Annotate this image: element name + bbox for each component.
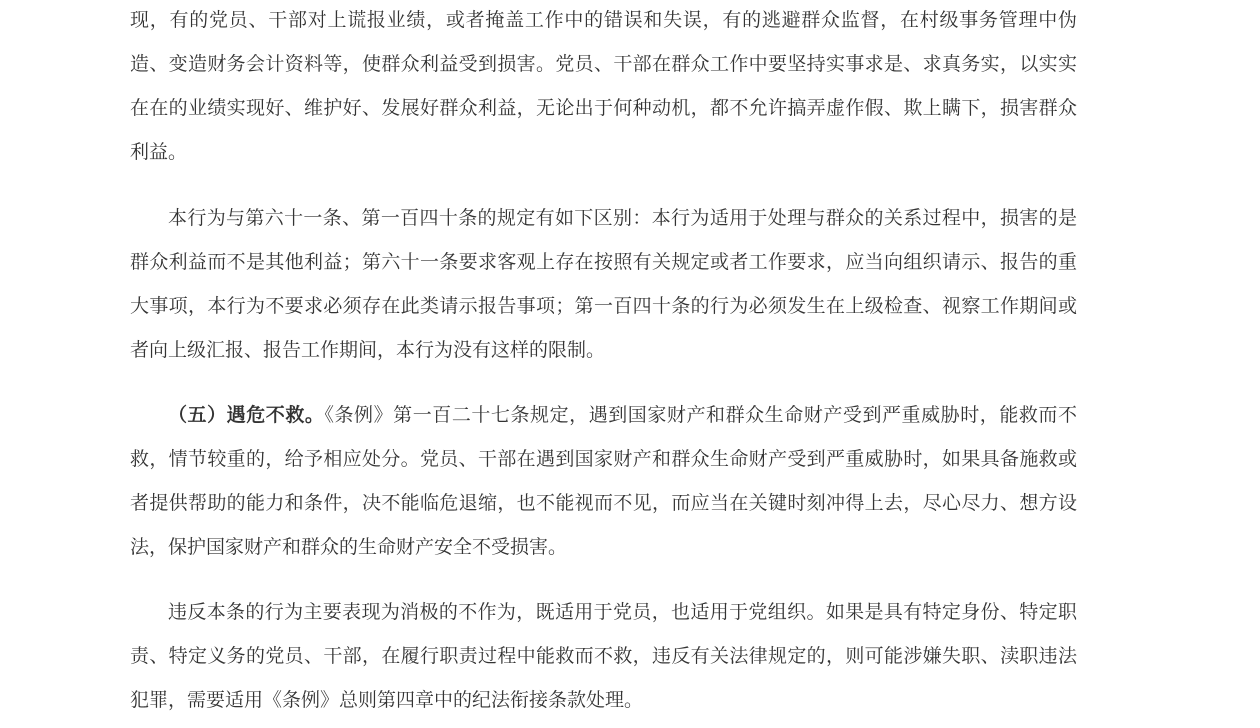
section-heading: （五）遇危不救。 [168,404,325,426]
paragraph: 现，有的党员、干部对上谎报业绩，或者掩盖工作中的错误和失误，有的逃避群众监督，在村级事务管理中伪造、变造财务会计资料等，使群众利益受到损害。党员、干部在群众工作中要坚持实事求是、求真务实，以实实在在的业绩实现好、维护好、发展好群众利益，无论出于何种动机，都不允许搞弄虚作假、欺上瞒下，损害群众利益。 [130,9,1077,163]
paragraph [130,393,1077,569]
paragraph: 违反本条的行为主要表现为消极的不作为，既适用于党员，也适用于党组织。如果是具有特定身份、特定职责、特定义务的党员、干部，在履行职责过程中能救而不救，违反有关法律规定的，则可能涉嫌失职、渎职违法犯罪，需要适用《条例》总则第四章中的纪法衔接条款处理。 [130,601,1077,711]
paragraph-text: 《条例》第一百二十七条规定，遇到国家财产和群众生命财产受到严重威胁时，能救而不救，情节较重的，给予相应处分。党员、干部在遇到国家财产和群众生命财产受到严重威胁时，如果具备施救或者提供帮助的能力和条件，决不能临危退缩，也不能视而不见，而应当在关键时刻冲得上去，尽心尽力、想方设法，保护国家财产和群众的生命财产安全不受损害。 [130,404,1077,558]
paragraph: 本行为与第六十一条、第一百四十条的规定有如下区别：本行为适用于处理与群众的关系过程中，损害的是群众利益而不是其他利益；第六十一条要求客观上存在按照有关规定或者工作要求，应当向组织请示、报告的重大事项，本行为不要求必须存在此类请示报告事项；第一百四十条的行为必须发生在上级检查、视察工作期间或者向上级汇报、报告工作期间，本行为没有这样的限制。 [130,207,1077,361]
